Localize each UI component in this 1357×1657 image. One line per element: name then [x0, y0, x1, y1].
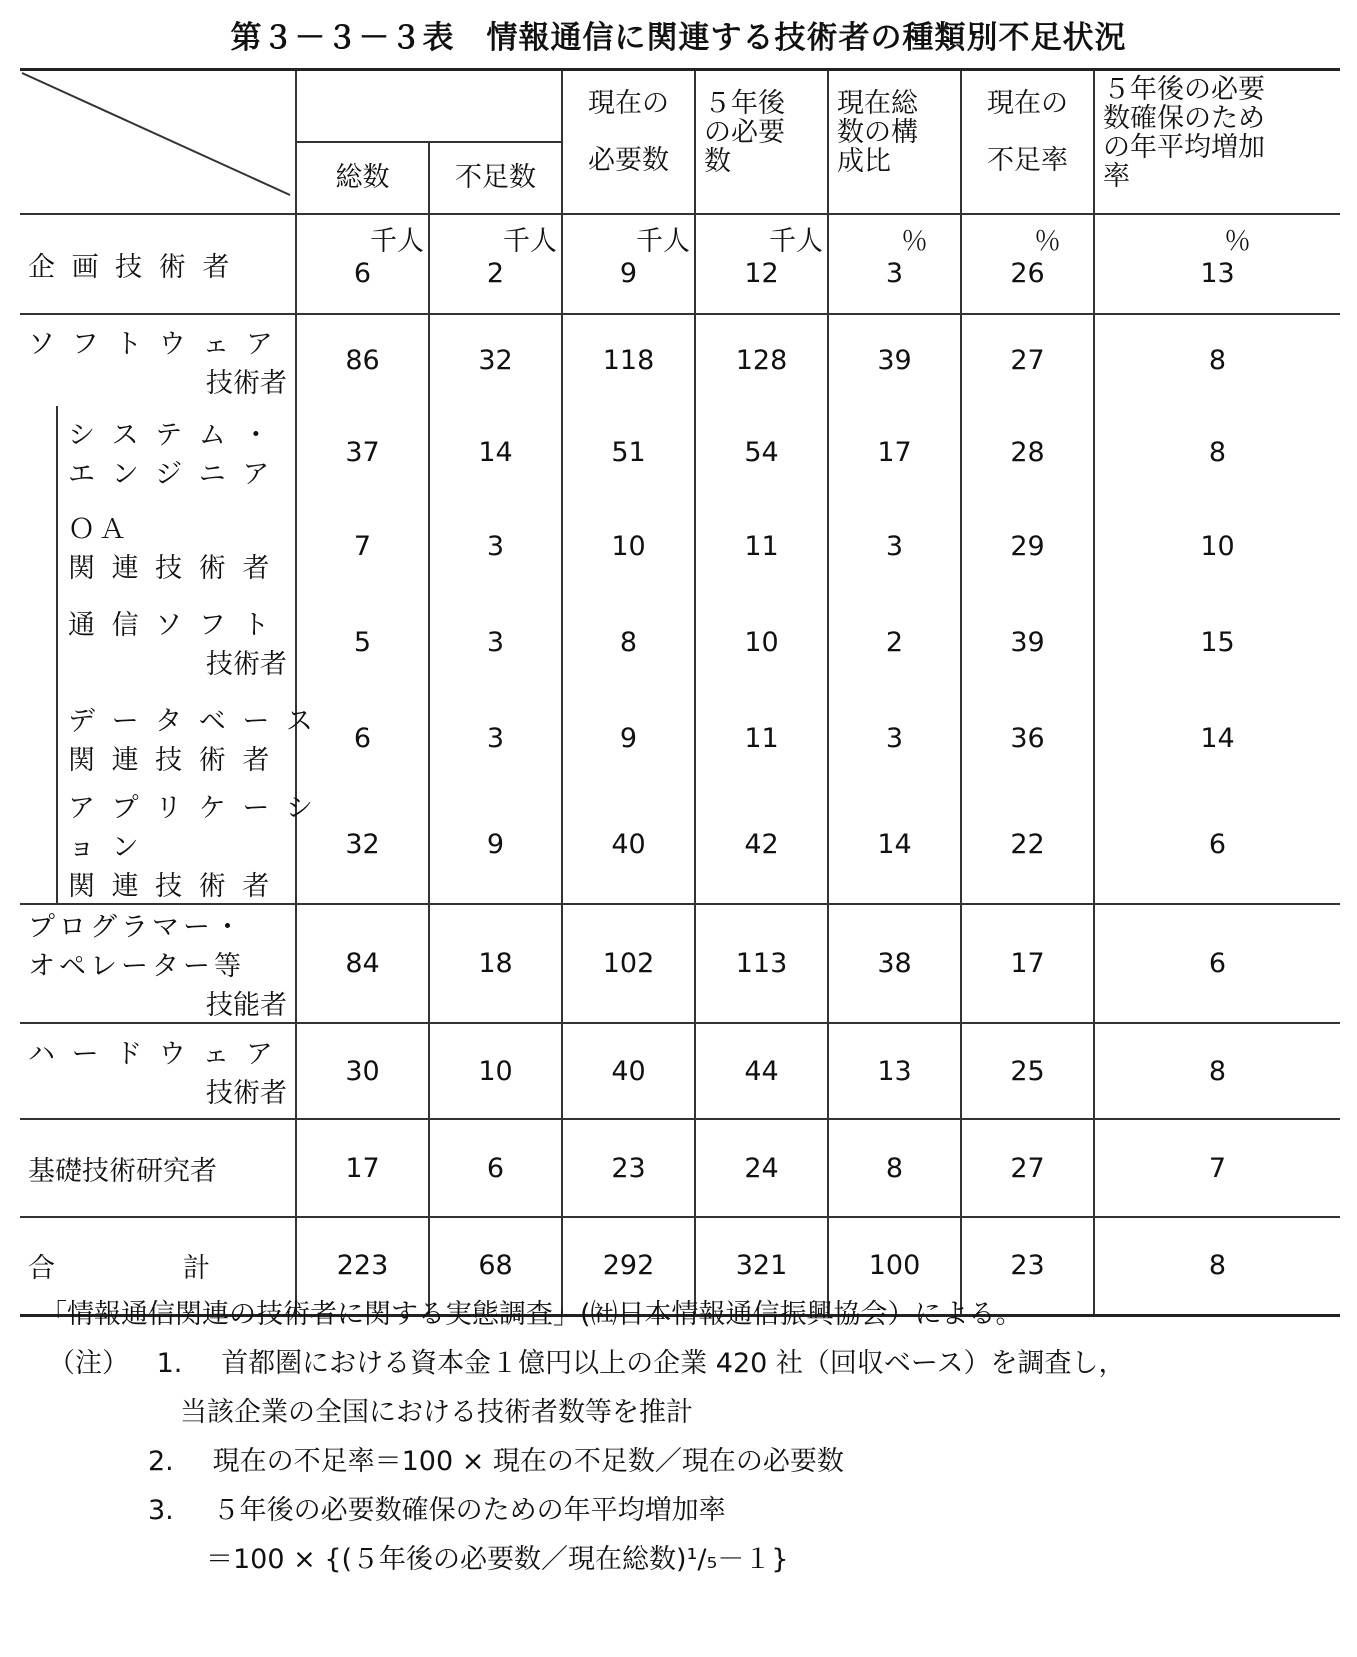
table-cell: 86: [296, 314, 429, 406]
row-label: 合 計: [28, 1253, 214, 1285]
table-row: [20, 314, 1340, 406]
header-group-blank: [296, 70, 562, 143]
table-row: [20, 214, 1340, 314]
unit-label: 千人: [503, 226, 557, 257]
table-cell: 102: [562, 904, 695, 1023]
table-cell: 14: [828, 786, 961, 904]
table-row: [20, 786, 1340, 904]
table-cell: 3: [429, 498, 562, 594]
note-marker: （注）: [48, 1348, 129, 1379]
table-cell: 15: [1094, 594, 1340, 690]
note-2: 2. 現在の不足率＝100 × 現在の不足数／現在の必要数: [148, 1446, 844, 1477]
table-cell: 38: [828, 904, 961, 1023]
row-label: ＯＡ 関 連 技 術 者: [20, 498, 296, 594]
row-label: シ ス テ ム ・ エ ン ジ ニ ア: [20, 406, 296, 498]
table-cell: 100: [828, 1217, 961, 1315]
corner-cell: [20, 70, 296, 215]
table-row: [20, 904, 1340, 1023]
table-cell: 39: [961, 594, 1094, 690]
table-cell: 54: [695, 406, 828, 498]
table-cell: 17: [828, 406, 961, 498]
table-cell: 10: [429, 1023, 562, 1119]
header-growth: ５年後の必要 数確保のため の年平均増加 率: [1094, 70, 1340, 215]
table-cell: 37: [296, 406, 429, 498]
header-current-need: 現在の 必要数: [562, 70, 695, 215]
table-row: [20, 406, 1340, 498]
table-cell: 3: [828, 690, 961, 786]
table-cell: 8: [1094, 1217, 1340, 1315]
table-cell: 千人 2: [429, 214, 562, 314]
table-cell: 10: [695, 594, 828, 690]
table-cell: 千人 9: [562, 214, 695, 314]
source-note: 「情報通信関連の技術者に関する実態調査」(㈳日本情報通信振興協会）による。: [40, 1299, 1023, 1330]
diagonal-line: [20, 71, 296, 197]
table-cell: 321: [695, 1217, 828, 1315]
row-label: ハ ー ド ウ ェ ア 技術者: [28, 1039, 287, 1109]
table-cell: 23: [961, 1217, 1094, 1315]
table-cell: 23: [562, 1119, 695, 1217]
table-cell: 30: [296, 1023, 429, 1119]
header-need-5y: ５年後 の必要 数: [695, 70, 828, 215]
table-cell: 10: [562, 498, 695, 594]
note-3: 3. ５年後の必要数確保のための年平均増加率: [148, 1495, 726, 1526]
table-cell: 27: [961, 314, 1094, 406]
header-composition: 現在総 数の構 成比: [828, 70, 961, 215]
table-cell: 7: [296, 498, 429, 594]
table-cell: 292: [562, 1217, 695, 1315]
table-cell: 32: [296, 786, 429, 904]
row-label: ソ フ ト ウ ェ ア 技術者: [28, 328, 287, 399]
note-1-cont: 当該企業の全国における技術者数等を推計: [180, 1397, 693, 1428]
row-label: 基礎技術研究者: [28, 1155, 217, 1187]
table-cell: 6: [296, 690, 429, 786]
table-cell: 8: [562, 594, 695, 690]
table-cell: 8: [828, 1119, 961, 1217]
table-row: [20, 690, 1340, 786]
table-cell: ％ 26: [961, 214, 1094, 314]
table-cell: 24: [695, 1119, 828, 1217]
table-title: 第３－３－３表 情報通信に関連する技術者の種類別不足状況: [230, 20, 1127, 56]
table-cell: 8: [1094, 1023, 1340, 1119]
table-cell: 28: [961, 406, 1094, 498]
row-label: プログラマー・ オペレーター等 技能者: [28, 912, 287, 1021]
unit-label: 千人: [636, 226, 690, 257]
unit-label: ％: [1224, 226, 1251, 257]
table-cell: 9: [562, 690, 695, 786]
table-cell: 17: [961, 904, 1094, 1023]
table-cell: 2: [828, 594, 961, 690]
table-cell: 8: [1094, 314, 1340, 406]
table-cell: 39: [828, 314, 961, 406]
table-cell: 42: [695, 786, 828, 904]
table-cell: 3: [429, 690, 562, 786]
table-row: [20, 1119, 1340, 1217]
table-cell: 223: [296, 1217, 429, 1315]
table-cell: ％ 3: [828, 214, 961, 314]
header-total: 総数: [296, 142, 429, 214]
row-label: 企 画 技 術 者: [28, 251, 234, 283]
table-cell: 14: [429, 406, 562, 498]
table-cell: 22: [961, 786, 1094, 904]
table-cell: 千人 6: [296, 214, 429, 314]
table-cell: 18: [429, 904, 562, 1023]
table-cell: 128: [695, 314, 828, 406]
table-cell: 3: [828, 498, 961, 594]
table-cell: 9: [429, 786, 562, 904]
table-row: [20, 594, 1340, 690]
unit-label: 千人: [769, 226, 823, 257]
table-cell: 14: [1094, 690, 1340, 786]
table-cell: 13: [828, 1023, 961, 1119]
table-row: [20, 1023, 1340, 1119]
unit-label: 千人: [370, 226, 424, 257]
table-row: [20, 498, 1340, 594]
table-cell: 17: [296, 1119, 429, 1217]
table-cell: 32: [429, 314, 562, 406]
table-cell: 40: [562, 786, 695, 904]
header-shortage-rate: 現在の 不足率: [961, 70, 1094, 215]
table-cell: 5: [296, 594, 429, 690]
table-cell: 44: [695, 1023, 828, 1119]
note-3-formula: ＝100 × {(５年後の必要数／現在総数)¹/₅－１}: [206, 1544, 789, 1575]
data-table: [20, 68, 1340, 1317]
table-cell: 51: [562, 406, 695, 498]
header-shortage: 不足数: [429, 142, 562, 214]
row-label: ア プ リ ケ ー シ ョ ン 関 連 技 術 者: [20, 786, 296, 904]
note-1: （注） 1. 首都圏における資本金１億円以上の企業 420 社（回収ベース）を調査し，: [40, 1339, 1340, 1388]
table-cell: 11: [695, 690, 828, 786]
table-cell: 6: [1094, 786, 1340, 904]
table-cell: 40: [562, 1023, 695, 1119]
table-cell: 7: [1094, 1119, 1340, 1217]
table-cell: 10: [1094, 498, 1340, 594]
row-label: デ ー タ ベ ー ス 関 連 技 術 者: [20, 690, 296, 786]
table-cell: 29: [961, 498, 1094, 594]
row-label: 通 信 ソ フ ト 技術者: [20, 594, 296, 690]
table-cell: 6: [1094, 904, 1340, 1023]
table-cell: 25: [961, 1023, 1094, 1119]
notes: [40, 1290, 1340, 1584]
table-cell: 8: [1094, 406, 1340, 498]
table-cell: 118: [562, 314, 695, 406]
table-cell: 11: [695, 498, 828, 594]
unit-label: ％: [901, 226, 928, 257]
table-cell: 3: [429, 594, 562, 690]
unit-label: ％: [1034, 226, 1061, 257]
table-cell: ％ 13: [1094, 214, 1340, 314]
table-cell: 84: [296, 904, 429, 1023]
table-cell: 千人 12: [695, 214, 828, 314]
table-cell: 27: [961, 1119, 1094, 1217]
table-cell: 113: [695, 904, 828, 1023]
table-cell: 36: [961, 690, 1094, 786]
table-cell: 68: [429, 1217, 562, 1315]
table-cell: 6: [429, 1119, 562, 1217]
